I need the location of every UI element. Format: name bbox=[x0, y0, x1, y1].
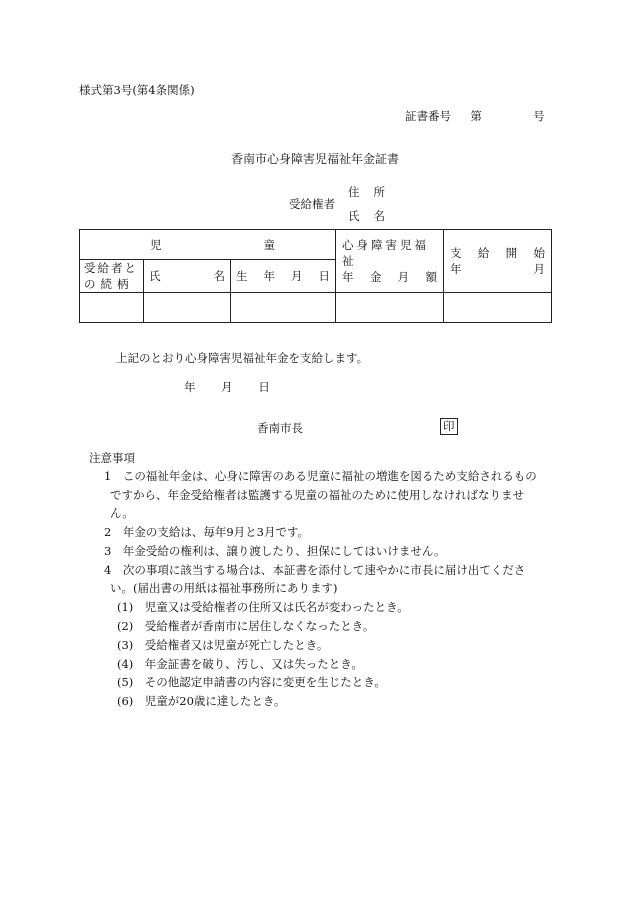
relation-value-cell[interactable] bbox=[80, 293, 144, 323]
child-header-cell bbox=[80, 230, 336, 260]
payment-month: 月 bbox=[533, 262, 546, 276]
note-item-4: 4 次の事項に該当する場合は、本証書を添付して速やかに市長に届け出てくださ bbox=[104, 563, 526, 577]
payment-shi: 支 bbox=[450, 246, 462, 260]
date-month: 月 bbox=[221, 380, 233, 394]
child-header-1: 児 bbox=[150, 237, 162, 252]
birth-value-cell[interactable] bbox=[231, 293, 336, 323]
recipient-label: 受給権者 bbox=[289, 197, 335, 211]
certificate-table bbox=[79, 229, 552, 323]
note-sub-5: (5) その他認定申請書の内容に変更を生じたとき。 bbox=[117, 675, 386, 689]
pension-header-line1: 心身障害児福祉 bbox=[342, 238, 430, 268]
address-label: 住所 bbox=[348, 185, 399, 199]
note-item-1-cont: ですから、年金受給権者は監護する児童の福祉のために使用しなければなりませ bbox=[110, 488, 524, 502]
note-item-1-end: ん。 bbox=[110, 506, 134, 520]
date-year: 年 bbox=[184, 380, 196, 394]
date-day: 日 bbox=[258, 380, 270, 394]
payment-shi2: 始 bbox=[533, 246, 545, 260]
certificate-number-suffix: 号 bbox=[533, 109, 545, 123]
birth-header-4: 日 bbox=[318, 269, 330, 283]
birth-header-3: 月 bbox=[291, 269, 303, 283]
pension-year: 年 bbox=[342, 270, 354, 284]
document-title: 香南市心身障害児福祉年金証書 bbox=[230, 152, 399, 166]
payment-year: 年 bbox=[450, 262, 462, 276]
certificate-number-prefix: 第 bbox=[470, 109, 482, 123]
payment-kyu: 給 bbox=[477, 246, 490, 260]
birth-header-cell bbox=[231, 260, 336, 293]
notes-title: 注意事項 bbox=[89, 451, 135, 465]
note-item-4-cont: い。(届出書の用紙は福祉事務所にあります) bbox=[110, 581, 338, 595]
payment-kai: 開 bbox=[505, 246, 518, 260]
birth-header-1: 生 bbox=[236, 269, 248, 283]
child-header-2: 童 bbox=[263, 237, 276, 252]
name-header-2: 名 bbox=[213, 269, 225, 283]
certificate-number bbox=[405, 108, 545, 124]
name-header-cell bbox=[144, 260, 231, 293]
relation-header-line2: の続柄 bbox=[84, 277, 134, 291]
note-item-3: 3 年金受給の権利は、譲り渡したり、担保にしてはいけません。 bbox=[104, 544, 446, 558]
name-label: 氏名 bbox=[348, 209, 399, 223]
relation-header-cell bbox=[80, 260, 144, 293]
name-header-1: 氏 bbox=[149, 269, 161, 283]
pension-gold: 金 bbox=[369, 270, 382, 284]
pension-header-cell bbox=[336, 230, 444, 293]
seal-mark: 印 bbox=[440, 418, 458, 435]
note-sub-6: (6) 児童が20歳に達したとき。 bbox=[117, 694, 286, 708]
payment-value-cell[interactable] bbox=[444, 293, 552, 323]
pension-amount: 額 bbox=[425, 270, 437, 284]
date-line bbox=[184, 379, 292, 395]
note-item-1: 1 この福祉年金は、心身に障害のある児童に福祉の増進を図るため支給されるもの bbox=[104, 469, 537, 483]
mayor-label: 香南市長 bbox=[257, 421, 303, 435]
note-sub-4: (4) 年金証書を破り、汚し、又は失ったとき。 bbox=[117, 657, 363, 671]
note-sub-1: (1) 児童又は受給権者の住所又は氏名が変わったとき。 bbox=[117, 600, 409, 614]
form-number: 様式第3号(第4条関係) bbox=[79, 83, 195, 97]
name-value-cell[interactable] bbox=[144, 293, 231, 323]
note-sub-3: (3) 受給権者又は児童が死亡したとき。 bbox=[117, 638, 329, 652]
note-sub-2: (2) 受給権者が香南市に居住しなくなったとき。 bbox=[117, 619, 375, 633]
certificate-number-label: 証書番号 bbox=[405, 109, 451, 123]
birth-header-2: 年 bbox=[263, 269, 275, 283]
payment-header-cell bbox=[444, 230, 552, 293]
pension-month: 月 bbox=[397, 270, 410, 284]
pension-value-cell[interactable] bbox=[336, 293, 444, 323]
statement: 上記のとおり心身障害児福祉年金を支給します。 bbox=[116, 351, 369, 365]
relation-header-line1: 受給者と bbox=[84, 261, 138, 275]
note-item-2: 2 年金の支給は、毎年9月と3月です。 bbox=[104, 525, 310, 539]
